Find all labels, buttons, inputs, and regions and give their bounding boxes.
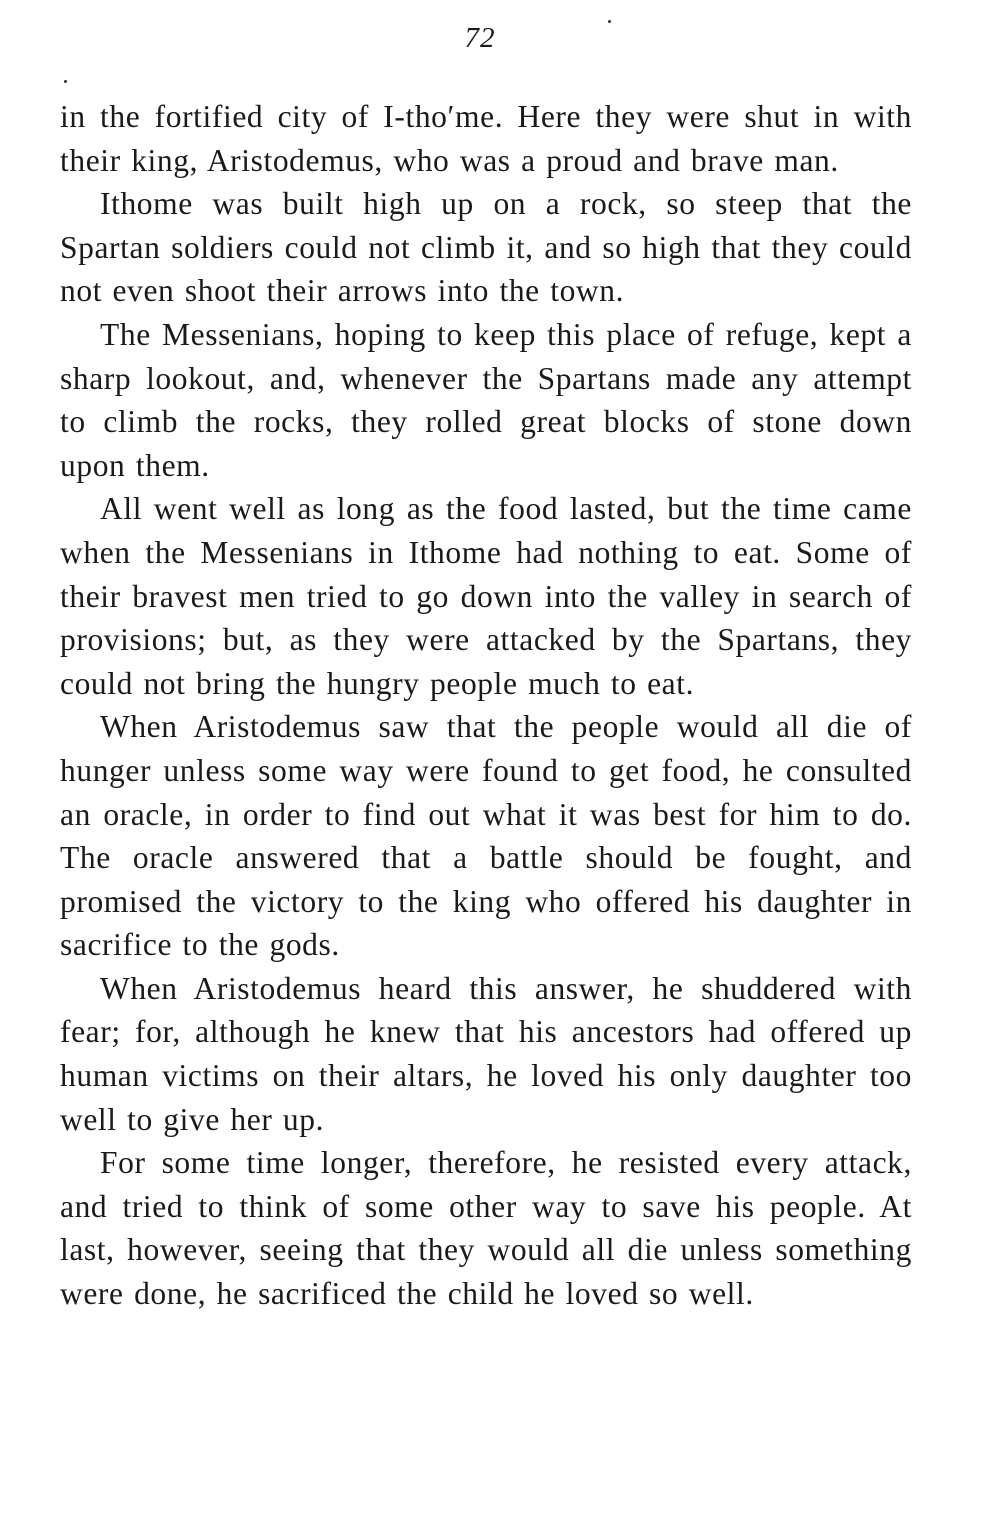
page-number: 72 xyxy=(464,22,496,54)
print-speck xyxy=(608,20,611,23)
paragraph-continued: in the fortified city of I-tho′me. Here they were shut in with their king, Aristodemus, who was a proud and brave man. xyxy=(60,99,912,178)
paragraph: For some time longer, therefore, he resisted every attack, and tried to think of some other way to save his people. At last, however, seeing that they would all die unless something were done, he sacrificed the child he loved so well. xyxy=(60,1145,912,1312)
paragraph: When Aristodemus saw that the people would all die of hunger unless some way were found to get food, he consulted an oracle, in order to find out what it was best for him to do. The oracle answered that a battle should be fought, and promised the victory to the king who offered his daughter in sacrifice to the gods. xyxy=(60,709,912,963)
paragraph: The Messenians, hoping to keep this place of refuge, kept a sharp lookout, and, whenever the Spartans made any attempt to climb the rocks, they rolled great blocks of stone down upon them. xyxy=(60,316,912,483)
paragraph: When Aristodemus heard this answer, he shuddered with fear; for, although he knew that his ancestors had offered up human victims on their altars, he loved his only daughter too well to give her up. xyxy=(60,970,912,1137)
print-speck xyxy=(64,80,67,83)
paragraph: All went well as long as the food lasted, but the time came when the Messenians in Ithome had nothing to eat. Some of their bravest men tried to go down into the valley in search of provisions; but, as they were attacked by the Spartans, they could not bring the hungry people much to eat. xyxy=(60,491,912,701)
body-text xyxy=(60,95,912,1316)
paragraph: Ithome was built high up on a rock, so steep that the Spartan soldiers could not climb it, and so high that they could not even shoot their arrows into the town. xyxy=(60,186,912,309)
